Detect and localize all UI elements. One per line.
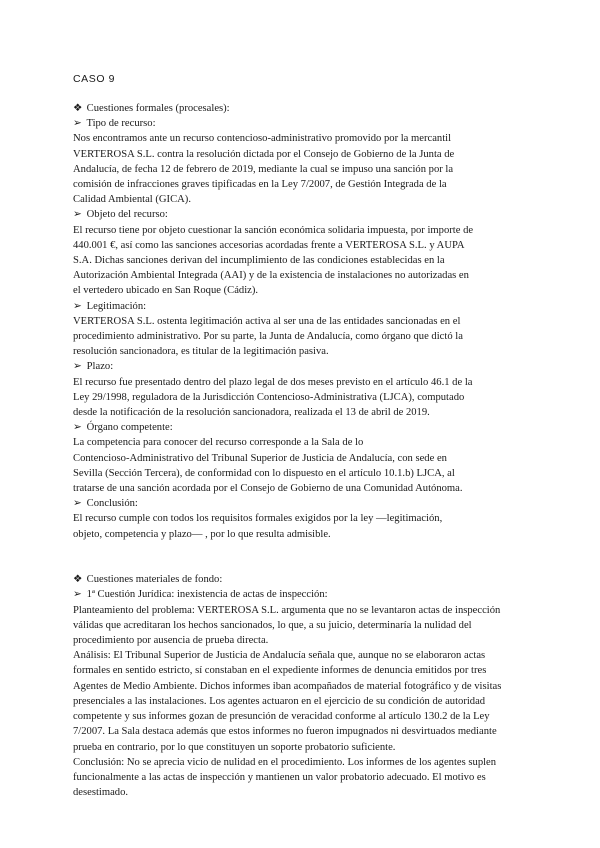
paragraph-objeto <box>73 223 528 299</box>
paragraph-conclusion <box>73 511 528 541</box>
subheading-cuestion-1: ➢ 1ª Cuestión Jurídica: inexistencia de actas de inspección: <box>73 587 528 602</box>
text-line: El recurso cumple con todos los requisitos formales exigidos por la ley —legitimación, <box>73 513 443 525</box>
paragraph-conclusion-cuestion-1 <box>73 755 528 801</box>
page-title: CASO 9 <box>73 73 116 85</box>
paragraph-tipo <box>73 131 528 207</box>
arrow-bullet-icon: ➢ <box>73 118 82 130</box>
arrow-bullet-icon: ➢ <box>73 589 82 601</box>
text-line: Planteamiento del problema: VERTEROSA S.L. argumenta que no se levantaron actas de inspección <box>73 604 501 616</box>
arrow-bullet-icon: ➢ <box>73 361 82 373</box>
text-line: Autorización Ambiental Integrada (AAI) y de la existencia de instalaciones no autorizadas en <box>73 270 469 282</box>
blank-line <box>73 557 528 572</box>
text-line: Conclusión: No se aprecia vicio de nulidad en el procedimiento. Los informes de los agentes suplen <box>73 756 497 768</box>
subheading-legitimacion: ➢ Legitimación: <box>73 299 528 314</box>
diamond-bullet-icon: ❖ <box>73 574 83 586</box>
text-line: Contencioso-Administrativo del Tribunal Superior de Justicia de Andalucía, con sede en <box>73 452 447 464</box>
text-line: procedimiento administrativo. Por su parte, la Junta de Andalucía, como órgano que dictó la <box>73 331 463 343</box>
document-body <box>73 101 528 800</box>
arrow-bullet-icon: ➢ <box>73 300 82 312</box>
paragraph-analisis <box>73 648 528 754</box>
arrow-bullet-icon: ➢ <box>73 209 82 221</box>
text-line: procedimiento por ausencia de prueba directa. <box>73 635 269 647</box>
text-line: prueba en contrario, por lo que constituyen un soporte probatorio suficiente. <box>73 741 396 753</box>
text-line: Nos encontramos ante un recurso contencioso-administrativo promovido por la mercantil <box>73 133 452 145</box>
paragraph-legitimacion <box>73 314 528 360</box>
text-line: El recurso tiene por objeto cuestionar la sanción económica solidaria impuesta, por importe de <box>73 224 474 236</box>
blank-line <box>73 542 528 557</box>
section-heading-materiales: ❖ Cuestiones materiales de fondo: <box>73 572 528 587</box>
subheading-organo: ➢ Órgano competente: <box>73 420 528 435</box>
text-line: 440.001 €, así como las sanciones accesorias acordadas frente a VERTEROSA S.L. y AUPA <box>73 239 465 251</box>
section-heading-formales: ❖ Cuestiones formales (procesales): <box>73 101 528 116</box>
text-line: comisión de infracciones graves tipificadas en la Ley 7/2007, de Gestión Integrada de la <box>73 179 447 191</box>
text-line: Calidad Ambiental (GICA). <box>73 194 191 206</box>
text-line: competente y sus informes gozan de presunción de veracidad conforme al artículo 130.2 de la Ley <box>73 711 490 723</box>
text-line: desde la notificación de la resolución sancionadora, realizada el 13 de abril de 2019. <box>73 407 430 419</box>
text-line: Andalucía, de fecha 12 de febrero de 2019, mediante la cual se impuso una sanción por la <box>73 163 454 175</box>
arrow-bullet-icon: ➢ <box>73 498 82 510</box>
paragraph-organo <box>73 435 528 496</box>
text-line: presenciales a las instalaciones. Los agentes actuaron en el ejercicio de su condición de autoridad <box>73 695 486 707</box>
text-line: El recurso fue presentado dentro del plazo legal de dos meses previsto en el artículo 46.1 de la <box>73 376 473 388</box>
text-line: VERTEROSA S.L. contra la resolución dictada por el Consejo de Gobierno de la Junta de <box>73 148 455 160</box>
text-line: válidas que acreditaran los hechos sancionados, lo que, a su juicio, determinaría la nulidad del <box>73 619 472 631</box>
text-line: desestimado. <box>73 787 129 799</box>
subheading-objeto: ➢ Objeto del recurso: <box>73 207 528 222</box>
text-line: Ley 29/1998, reguladora de la Jurisdicción Contencioso-Administrativa (LJCA), computado <box>73 391 465 403</box>
text-line: el vertedero ubicado en San Roque (Cádiz). <box>73 285 259 297</box>
text-line: Agentes de Medio Ambiente. Dichos informes iban acompañados de material fotográfico y de visitas <box>73 680 502 692</box>
subheading-tipo: ➢ Tipo de recurso: <box>73 116 528 131</box>
paragraph-planteamiento <box>73 603 528 649</box>
text-line: formales en sentido estricto, sí constaban en el expediente informes de denuncia emitidos por tres <box>73 665 487 677</box>
subheading-plazo: ➢ Plazo: <box>73 359 528 374</box>
text-line: 7/2007. La Sala destaca además que estos informes no fueron impugnados ni desvirtuados mediante <box>73 726 497 738</box>
text-line: objeto, competencia y plazo— , por lo que resulta admisible. <box>73 528 331 540</box>
text-line: Sevilla (Sección Tercera), de conformidad con lo dispuesto en el artículo 10.1.b) LJCA, al <box>73 467 455 479</box>
text-line: VERTEROSA S.L. ostenta legitimación activa al ser una de las entidades sancionadas en el <box>73 315 461 327</box>
diamond-bullet-icon: ❖ <box>73 103 83 114</box>
subheading-conclusion: ➢ Conclusión: <box>73 496 528 511</box>
text-line: La competencia para conocer del recurso corresponde a la Sala de lo <box>73 437 364 449</box>
text-line: funcionalmente a las actas de inspección y mantienen un valor probatorio adecuado. El motivo es <box>73 771 486 783</box>
arrow-bullet-icon: ➢ <box>73 422 82 434</box>
text-line: S.A. Dichas sanciones derivan del incumplimiento de las condiciones establecidas en la <box>73 255 445 267</box>
text-line: Análisis: El Tribunal Superior de Justicia de Andalucía señala que, aunque no se elaboraron actas <box>73 650 486 662</box>
text-line: tratarse de una sanción acordada por el Consejo de Gobierno de una Comunidad Autónoma. <box>73 483 463 495</box>
paragraph-plazo <box>73 375 528 421</box>
text-line: resolución sancionadora, es titular de la legitimación pasiva. <box>73 346 329 358</box>
